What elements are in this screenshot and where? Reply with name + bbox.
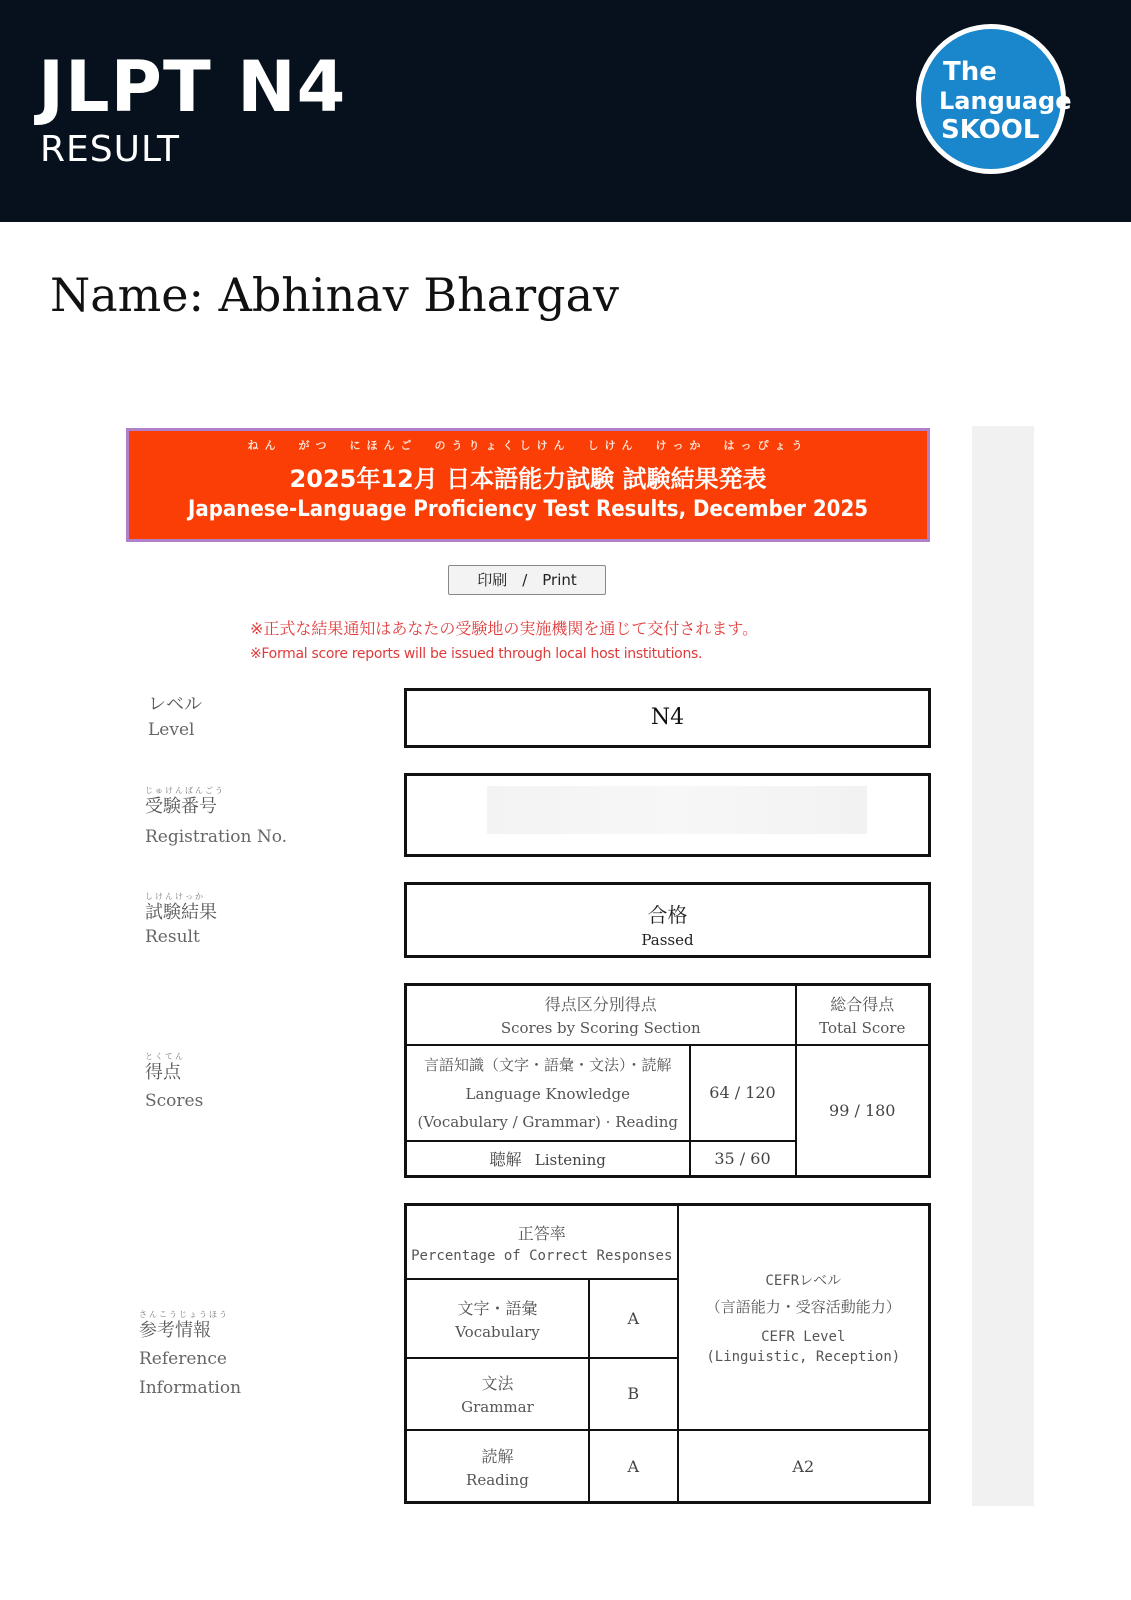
result-label [145,892,217,948]
registration-label-en: Registration No. [145,827,288,848]
vocabulary-jp: 文字・語彙 [457,1298,538,1318]
listening-cell [406,1141,690,1177]
vocabulary-en: Vocabulary [455,1322,540,1341]
cefr-header-jp1: CEFRレベル [765,1273,842,1289]
section-header-cell [406,985,796,1045]
logo-line-2: Language [939,87,1072,115]
total-header-en: Total Score [819,1019,906,1038]
logo-line-3: SKOOL [941,115,1040,145]
vocabulary-cell [406,1279,589,1358]
result-value-jp: 合格 [647,903,688,927]
page-subtitle: RESULT [40,129,181,170]
language-knowledge-en2: (Vocabulary / Grammar) · Reading [417,1113,678,1131]
reference-table [404,1203,931,1504]
result-label-jp: 試験結果 [145,901,217,923]
grammar-grade: B [589,1358,678,1430]
banner-title-en: Japanese-Language Proficiency Test Results, December 2025 [187,497,869,522]
side-strip [972,426,1034,1506]
registration-label-jp: 受験番号 [145,795,217,817]
cefr-header-jp2: （言語能力・受容活動能力） [705,1298,901,1316]
result-box [404,882,931,958]
reading-en: Reading [466,1470,529,1489]
reference-label-ruby: さんこうじょうほう [139,1310,229,1319]
registration-redacted [487,786,867,834]
result-label-ruby: しけんけっか [145,892,205,901]
language-knowledge-cell [406,1045,690,1141]
level-label-jp: レベル [148,694,202,715]
grammar-en: Grammar [461,1398,534,1417]
level-box [404,688,931,748]
cefr-level-value: A2 [678,1430,930,1503]
page-title: JLPT N4 [38,46,347,128]
reference-label-en1: Reference [139,1349,227,1370]
total-score: 99 / 180 [796,1045,930,1177]
section-header-jp: 得点区分別得点 [544,995,657,1015]
result-value-en: Passed [641,931,694,949]
scores-table [404,983,931,1178]
language-knowledge-jp: 言語知識（文字・語彙・文法）・読解 [423,1056,672,1074]
section-header-en: Scores by Scoring Section [500,1019,701,1038]
scores-label-ruby: とくてん [145,1052,185,1061]
header-band [0,0,1131,222]
cefr-header-en1: CEFR Level [761,1329,846,1345]
registration-label [145,786,287,848]
listening-en: Listening [534,1150,606,1169]
student-name: Name: Abhinav Bhargav [50,268,620,322]
banner-title-jp: 2025年12月 日本語能力試験 試験結果発表 [289,465,767,493]
print-button[interactable]: 印刷 / Print [448,565,606,595]
logo-line-1: The [943,57,997,87]
cefr-header-cell [678,1205,930,1431]
level-label-en: Level [148,719,195,740]
language-knowledge-score: 64 / 120 [690,1045,796,1141]
correct-rate-header-jp: 正答率 [517,1223,566,1243]
total-header-cell [796,985,930,1045]
reference-label-jp: 参考情報 [139,1319,211,1341]
correct-rate-header-en: Percentage of Correct Responses [411,1247,673,1264]
language-knowledge-en1: Language Knowledge [465,1085,630,1103]
reading-grade: A [589,1430,678,1503]
result-label-en: Result [145,927,200,948]
reading-jp: 読解 [481,1446,514,1466]
grammar-jp: 文法 [481,1374,514,1394]
listening-score: 35 / 60 [690,1141,796,1177]
notice-en: ※Formal score reports will be issued through local host institutions. [250,646,703,662]
reference-label [139,1310,241,1398]
vocabulary-grade: A [589,1279,678,1358]
level-value: N4 [650,705,685,730]
results-banner [126,428,930,542]
grammar-cell [406,1358,589,1430]
registration-box [404,773,931,857]
notice-jp: ※正式な結果通知はあなたの受験地の実施機関を通じて交付されます。 [250,619,759,638]
scores-label-jp: 得点 [145,1061,181,1083]
reference-label-en2: Information [139,1377,242,1398]
reading-cell [406,1430,589,1503]
scores-label-en: Scores [145,1091,204,1112]
banner-furigana: ねん がつ にほんご のうりょくしけん しけん けっか はっぴょう [247,439,809,452]
cefr-header-en2: (Linguistic, Reception) [706,1349,901,1365]
total-header-jp: 総合得点 [830,995,895,1015]
school-logo [916,24,1072,174]
listening-jp: 聴解 [489,1149,522,1169]
level-label [148,694,202,740]
correct-rate-header-cell [406,1205,678,1280]
registration-label-ruby: じゅけんばんごう [145,786,225,795]
scores-label [145,1052,203,1112]
